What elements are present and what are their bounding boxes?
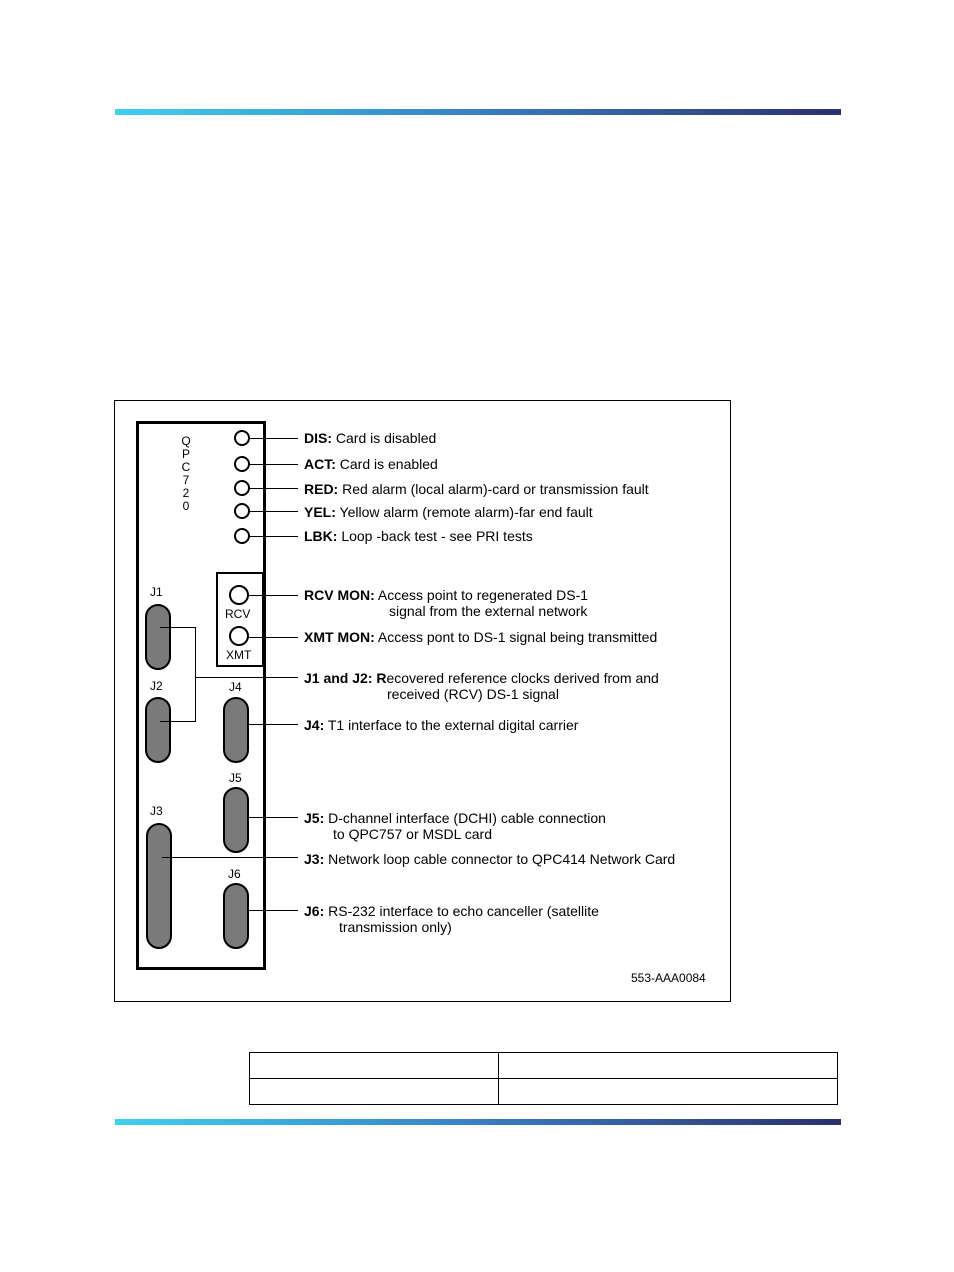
card-label-char: 0: [182, 499, 190, 513]
dis-callout: DIS: Card is disabled: [304, 430, 437, 446]
j2-bracket-line: [160, 721, 196, 722]
table-cell: [250, 1079, 499, 1105]
red-callout: RED: Red alarm (local alarm)-card or transmission fault: [304, 481, 649, 497]
j4-label: J4: [229, 680, 242, 694]
faceplate-figure: [114, 400, 731, 1002]
j4-connector: [223, 697, 249, 763]
j6-callout-line2: transmission only): [339, 919, 452, 935]
table-cell: [499, 1053, 838, 1079]
j1-connector: [145, 604, 171, 670]
j2-connector: [145, 697, 171, 763]
rcv-mon-jack-icon: [229, 585, 249, 605]
j5-callout-line2: to QPC757 or MSDL card: [333, 826, 492, 842]
yel-led-icon: [234, 503, 250, 519]
yel-callout: YEL: Yellow alarm (remote alarm)-far end fault: [304, 504, 593, 520]
j1-j2-bracket-line: [195, 627, 196, 721]
j3-label: J3: [150, 804, 163, 818]
table-row: [250, 1053, 838, 1079]
figure-id: 553-AAA0084: [631, 971, 706, 985]
j1-j2-callout-line2: received (RCV) DS-1 signal: [387, 686, 559, 702]
table-row: [250, 1079, 838, 1105]
red-leader-line: [250, 488, 298, 489]
header-rule: [115, 109, 841, 115]
table-cell: [250, 1053, 499, 1079]
card-label-char: 7: [182, 473, 190, 487]
j1-label: J1: [150, 585, 163, 599]
rcv-mon-leader-line: [249, 595, 298, 596]
rcv-mon-callout: RCV MON: Access point to regenerated DS-1: [304, 587, 589, 603]
xmt-mon-leader-line: [249, 637, 298, 638]
rcv-label: RCV: [225, 607, 251, 621]
xmt-label: XMT: [226, 648, 252, 662]
rcv-mon-callout-line2: signal from the external network: [389, 603, 588, 619]
lbk-callout: LBK: Loop -back test - see PRI tests: [304, 528, 533, 544]
j5-leader-line: [249, 817, 298, 818]
j2-label: J2: [150, 679, 163, 693]
card-label-char: Q: [181, 434, 191, 448]
act-callout: ACT: Card is enabled: [304, 456, 438, 472]
j6-label: J6: [228, 867, 241, 881]
red-led-icon: [234, 480, 250, 496]
j3-leader-line: [162, 857, 298, 858]
xmt-mon-jack-icon: [229, 626, 249, 646]
j6-leader-line: [249, 910, 298, 911]
lbk-leader-line: [250, 536, 298, 537]
act-leader-line: [250, 464, 298, 465]
j5-connector: [223, 787, 249, 853]
card-label-char: C: [181, 460, 191, 474]
dis-led-icon: [234, 430, 250, 446]
j6-callout: J6: RS-232 interface to echo canceller (satellite: [304, 903, 599, 919]
footer-rule: [115, 1119, 841, 1125]
j6-connector: [223, 883, 249, 949]
yel-leader-line: [250, 511, 298, 512]
j1-j2-callout: J1 and J2: Recovered reference clocks derived from and: [304, 670, 659, 686]
j4-leader-line: [249, 724, 298, 725]
xmt-mon-callout: XMT MON: Access pont to DS-1 signal being transmitted: [304, 629, 658, 645]
lbk-led-icon: [234, 528, 250, 544]
j1-j2-leader-line: [195, 677, 298, 678]
j1-bracket-line: [160, 627, 196, 628]
dis-leader-line: [250, 438, 298, 439]
card-label-char: 2: [182, 486, 190, 500]
table-cell: [499, 1079, 838, 1105]
act-led-icon: [234, 456, 250, 472]
card-label-char: P: [181, 447, 190, 461]
j5-callout: J5: D-channel interface (DCHI) cable connection: [304, 810, 606, 826]
j3-callout: J3: Network loop cable connector to QPC414 Network Card: [304, 851, 676, 867]
data-table: [249, 1052, 838, 1105]
j3-connector: [146, 823, 172, 949]
j4-callout: J4: T1 interface to the external digital carrier: [304, 717, 579, 733]
j5-label: J5: [229, 771, 242, 785]
